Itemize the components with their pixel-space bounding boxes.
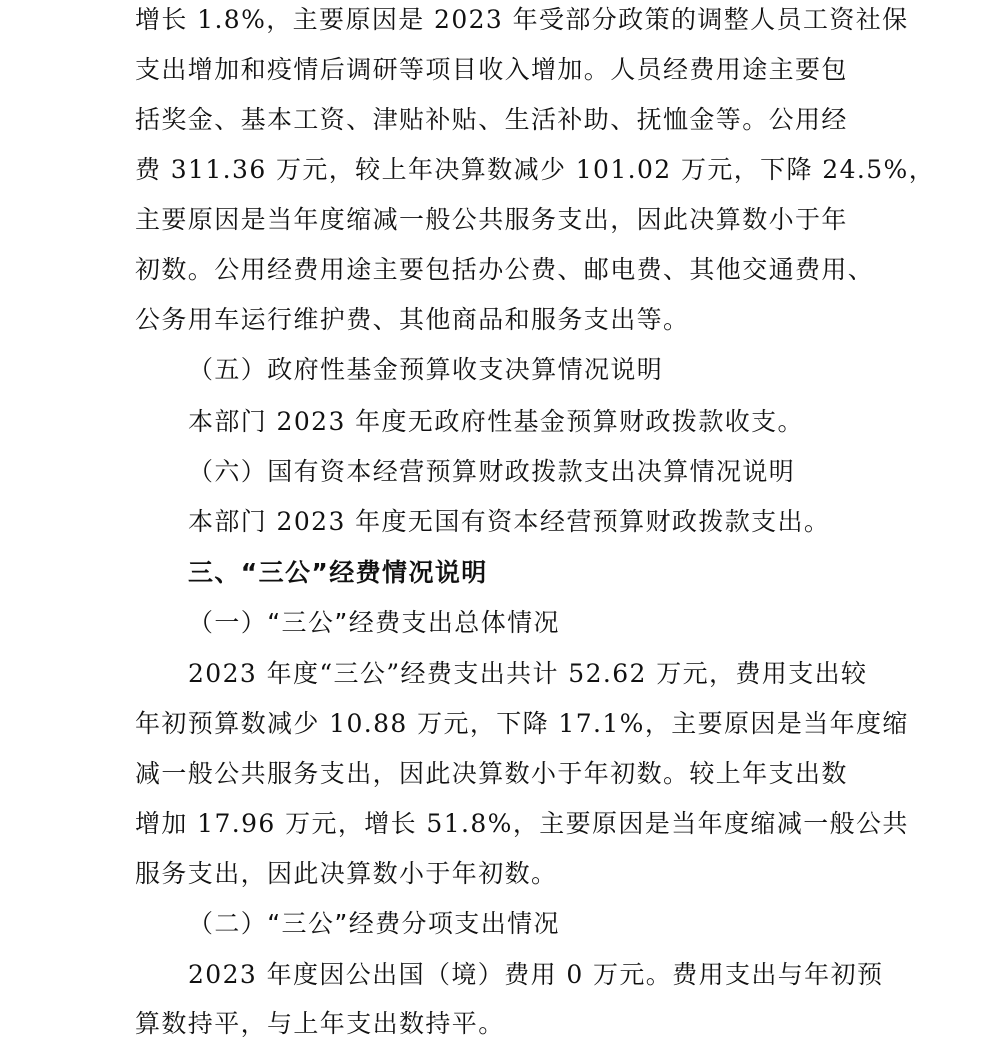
chapter-heading-3: 三、“三公”经费情况说明 (188, 558, 488, 587)
body-text-line: 增长 1.8%，主要原因是 2023 年受部分政策的调整人员工资社保 (135, 5, 909, 34)
section-heading-6: （六）国有资本经营预算财政拨款支出决算情况说明 (188, 457, 796, 486)
body-text-line: 公务用车运行维护费、其他商品和服务支出等。 (135, 305, 690, 334)
body-text-line: 增加 17.96 万元，增长 51.8%，主要原因是当年度缩减一般公共 (135, 809, 909, 838)
body-text-line: 支出增加和疫情后调研等项目收入增加。人员经费用途主要包 (135, 55, 848, 84)
body-text-line: 主要原因是当年度缩减一般公共服务支出，因此决算数小于年 (135, 205, 848, 234)
body-text-line: 本部门 2023 年度无国有资本经营预算财政拨款支出。 (188, 507, 831, 536)
body-text-line: 2023 年度“三公”经费支出共计 52.62 万元，费用支出较 (188, 659, 868, 688)
body-text-line: 括奖金、基本工资、津贴补贴、生活补助、抚恤金等。公用经 (135, 105, 848, 134)
body-text-line: 初数。公用经费用途主要包括办公费、邮电费、其他交通费用、 (135, 255, 875, 284)
body-text-line: 算数持平，与上年支出数持平。 (135, 1009, 505, 1038)
body-text-line: 服务支出，因此决算数小于年初数。 (135, 859, 558, 888)
body-text-line: 2023 年度因公出国（境）费用 0 万元。费用支出与年初预 (188, 960, 884, 989)
subsection-heading-2: （二）“三公”经费分项支出情况 (188, 909, 560, 938)
subsection-heading-1: （一）“三公”经费支出总体情况 (188, 608, 560, 637)
body-text-line: 减一般公共服务支出，因此决算数小于年初数。较上年支出数 (135, 759, 848, 788)
section-heading-5: （五）政府性基金预算收支决算情况说明 (188, 355, 664, 384)
body-text-line: 年初预算数减少 10.88 万元，下降 17.1%，主要原因是当年度缩 (135, 709, 909, 738)
body-text-line: 本部门 2023 年度无政府性基金预算财政拨款收支。 (188, 407, 804, 436)
body-text-line: 费 311.36 万元，较上年决算数减少 101.02 万元，下降 24.5%， (135, 155, 936, 184)
